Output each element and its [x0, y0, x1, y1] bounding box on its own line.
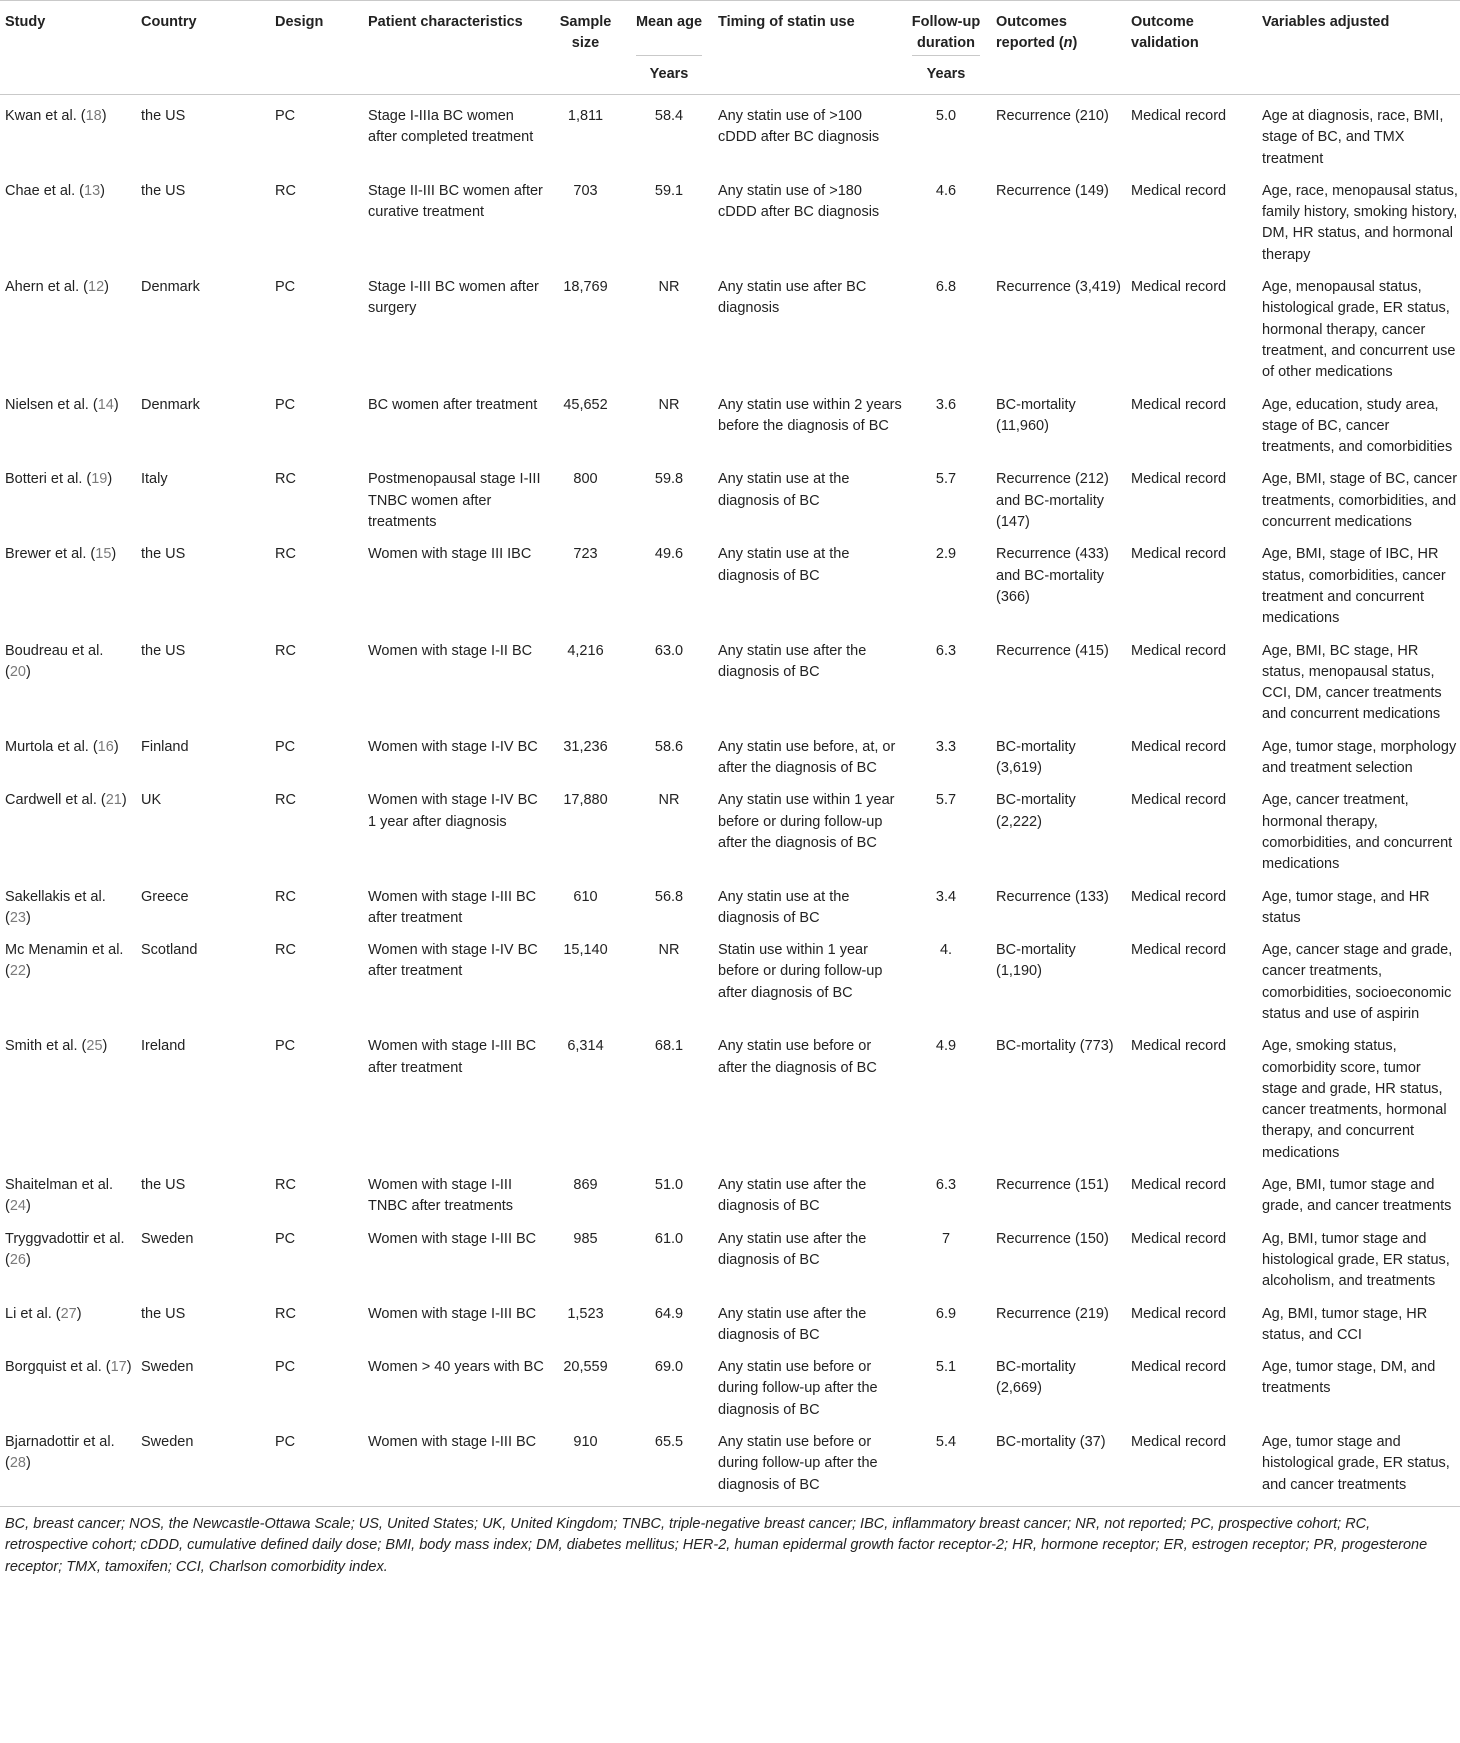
cell-timing: Any statin use at the diagnosis of BC: [718, 888, 850, 926]
cell-patient: Women with stage I-IV BC: [368, 738, 538, 755]
cell-outcomes: Recurrence (3,419): [996, 279, 1121, 296]
cell-age: NR: [658, 396, 680, 413]
cell-variables: Age, tumor stage, morphology and treatment selection: [1262, 738, 1457, 777]
header-patient-characteristics: Patient characteristics: [368, 14, 523, 30]
table-row: [0, 95, 1460, 170]
reference-link[interactable]: 14: [97, 396, 114, 413]
header-mean-age: Mean age: [635, 14, 703, 30]
cell-followup: 6.8: [935, 279, 957, 296]
cell-validation: Medical record: [1131, 888, 1227, 905]
table-row: [0, 779, 1460, 875]
reference-link[interactable]: 12: [88, 279, 105, 296]
cell-study: Boudreau et al. (20): [5, 642, 104, 680]
cell-sample: 4,216: [567, 642, 604, 659]
cell-patient: Women with stage I-IV BC after treatment: [368, 942, 538, 980]
cell-sample: 31,236: [563, 738, 608, 755]
header-country: Country: [141, 14, 197, 30]
cell-design: PC: [275, 1230, 296, 1247]
cell-age: 63.0: [654, 642, 684, 659]
study-name: Botteri et al. (: [5, 471, 92, 488]
cell-sample: 1,523: [567, 1305, 604, 1322]
cell-age: 58.4: [654, 108, 684, 124]
cell-variables: Age, tumor stage, DM, and treatments: [1262, 1359, 1436, 1397]
cell-age: 49.6: [654, 546, 684, 563]
header-variables-adjusted: Variables adjusted: [1262, 14, 1390, 30]
cell-patient: BC women after treatment: [368, 396, 538, 413]
cell-variables: Ag, BMI, tumor stage and histological grade, ER status, alcoholism, and treatments: [1262, 1230, 1450, 1290]
cell-followup: 4.6: [935, 182, 957, 199]
cell-country: the US: [141, 182, 186, 199]
cell-timing: Any statin use after the diagnosis of BC: [718, 642, 867, 680]
cell-variables: Ag, BMI, tumor stage, HR status, and CCI: [1262, 1305, 1428, 1343]
cell-outcomes: BC-mortality (773): [996, 1038, 1114, 1055]
cell-sample: 723: [573, 546, 598, 563]
cell-followup: 3.4: [935, 888, 957, 905]
cell-followup: 6.9: [935, 1305, 957, 1322]
cell-variables: Age, tumor stage and histological grade, ER status, and cancer treatments: [1262, 1434, 1450, 1493]
cell-timing: Any statin use within 2 years before the diagnosis of BC: [718, 396, 902, 434]
cell-outcomes: Recurrence (433) and BC-mortality (366): [996, 546, 1109, 605]
cell-study: Brewer et al. (15): [5, 546, 117, 563]
cell-patient: Women with stage III IBC: [368, 546, 532, 563]
table-row: [0, 726, 1460, 780]
cell-age: 61.0: [654, 1230, 684, 1247]
reference-link[interactable]: 26: [9, 1251, 26, 1268]
cell-timing: Statin use within 1 year before or during follow-up after diagnosis of BC: [718, 942, 883, 1001]
cell-followup: 5.7: [935, 792, 957, 809]
study-name: Cardwell et al. (: [5, 792, 106, 809]
reference-link[interactable]: 20: [9, 663, 26, 680]
cell-study: Murtola et al. (16): [5, 738, 119, 755]
cell-study: Shaitelman et al. (24): [5, 1177, 114, 1215]
table-footnote: BC, breast cancer; NOS, the Newcastle-Ottawa Scale; US, United States; UK, United Kingdom; TNBC, triple-negative breast cancer; IBC, inflammatory breast cancer; NR, not reported; PC, prospective cohort; RC, retrospective cohort; cDDD, cumulative defined daily dose; BMI, body mass index; DM, diabetes mellitus; HER-2, human epidermal growth factor receptor-2; HR, hormone receptor; ER, estrogen receptor; PR, progesterone receptor; TMX, tamoxifen; CCI, Charlson comorbidity index.: [0, 1506, 1460, 1579]
cell-validation: Medical record: [1131, 642, 1227, 659]
cell-timing: Any statin use after the diagnosis of BC: [718, 1177, 867, 1215]
cell-sample: 45,652: [563, 396, 608, 413]
cell-country: the US: [141, 546, 186, 563]
cell-followup: 5.0: [935, 108, 957, 124]
header-outcomes: [990, 0, 1123, 95]
cell-variables: Age, cancer stage and grade, cancer treatments, comorbidities, socioeconomic status and use of aspirin: [1262, 942, 1453, 1022]
cell-sample: 800: [573, 471, 598, 488]
cell-sample: 910: [573, 1434, 598, 1451]
cell-country: Denmark: [141, 279, 200, 296]
cell-age: 69.0: [654, 1359, 684, 1376]
cell-sample: 869: [573, 1177, 598, 1194]
reference-link[interactable]: 18: [85, 108, 102, 124]
reference-link[interactable]: 17: [110, 1359, 127, 1376]
cell-patient: Women with stage I-III BC: [368, 1434, 537, 1451]
cell-timing: Any statin use before, at, or after the diagnosis of BC: [718, 738, 896, 777]
cell-followup: 6.3: [935, 642, 957, 659]
cell-followup: 5.7: [935, 471, 957, 488]
cell-outcomes: Recurrence (415): [996, 642, 1109, 659]
reference-link[interactable]: 27: [60, 1305, 77, 1322]
cell-outcomes: BC-mortality (2,222): [996, 792, 1076, 830]
cell-outcomes: Recurrence (150): [996, 1230, 1109, 1247]
cell-study: Kwan et al. (18): [5, 108, 107, 124]
study-name: Ahern et al. (: [5, 279, 89, 296]
cell-validation: Medical record: [1131, 1434, 1227, 1451]
cell-timing: Any statin use after the diagnosis of BC: [718, 1305, 867, 1343]
header-follow-up-unit: Years: [902, 58, 990, 95]
cell-study: Tryggvadottir et al. (26): [5, 1230, 125, 1268]
cell-design: RC: [275, 182, 296, 199]
reference-link[interactable]: 24: [9, 1198, 26, 1215]
cell-validation: Medical record: [1131, 1177, 1227, 1194]
study-name: Shaitelman et al. (: [5, 1177, 114, 1215]
cell-timing: Any statin use before or during follow-up after the diagnosis of BC: [718, 1434, 878, 1493]
cell-design: PC: [275, 108, 296, 124]
study-name: Mc Menamin et al. (: [5, 942, 124, 980]
cell-age: NR: [658, 792, 680, 809]
cell-study: Ahern et al. (12): [5, 279, 109, 296]
table-row: [0, 170, 1460, 266]
cell-timing: Any statin use after the diagnosis of BC: [718, 1230, 867, 1268]
cell-variables: Age, tumor stage, and HR status: [1262, 888, 1430, 926]
header-follow-up: Follow-up duration: [911, 14, 981, 51]
cell-validation: Medical record: [1131, 1359, 1227, 1376]
study-name: Bjarnadottir et al. (: [5, 1434, 115, 1472]
cell-country: the US: [141, 1177, 186, 1194]
cell-country: Sweden: [141, 1230, 194, 1247]
table-row: [0, 1421, 1460, 1506]
cell-design: RC: [275, 642, 296, 659]
cell-age: 59.8: [654, 471, 684, 488]
cell-validation: Medical record: [1131, 942, 1227, 959]
cell-patient: Stage I-III BC women after surgery: [368, 279, 539, 317]
cell-variables: Age, BMI, stage of IBC, HR status, comorbidities, cancer treatment and concurrent medications: [1262, 546, 1446, 627]
cell-study: Botteri et al. (19): [5, 471, 113, 488]
cell-age: 56.8: [654, 888, 684, 905]
cell-country: the US: [141, 108, 186, 124]
cell-study: Bjarnadottir et al. (28): [5, 1434, 115, 1472]
cell-followup: 7: [941, 1230, 951, 1247]
cell-study: Sakellakis et al. (23): [5, 888, 106, 926]
cell-country: the US: [141, 642, 186, 659]
reference-link[interactable]: 13: [84, 182, 101, 199]
cell-country: Sweden: [141, 1359, 194, 1376]
cell-country: UK: [141, 792, 162, 809]
cell-sample: 15,140: [563, 942, 608, 959]
cell-study: Nielsen et al. (14): [5, 396, 119, 413]
cell-patient: Postmenopausal stage I-III TNBC women after treatments: [368, 471, 541, 531]
study-name: Boudreau et al. (: [5, 642, 104, 680]
cell-followup: 6.3: [935, 1177, 957, 1194]
table-row: [0, 876, 1460, 930]
table-row: [0, 1293, 1460, 1347]
header-outcome-validation: Outcome validation: [1131, 14, 1199, 51]
cell-age: NR: [658, 942, 680, 959]
cell-timing: Any statin use within 1 year before or during follow-up after the diagnosis of BC: [718, 792, 895, 851]
cell-variables: Age, BMI, BC stage, HR status, menopausal status, CCI, DM, cancer treatments and concurrent medications: [1262, 642, 1442, 723]
cell-country: Denmark: [141, 396, 200, 413]
reference-link[interactable]: 23: [9, 909, 26, 926]
cell-outcomes: BC-mortality (1,190): [996, 942, 1076, 980]
header-design: Design: [275, 14, 324, 30]
cell-age: 59.1: [654, 182, 684, 199]
study-name: Smith et al. (: [5, 1038, 87, 1055]
cell-validation: Medical record: [1131, 792, 1227, 809]
header-timing: Timing of statin use: [718, 14, 855, 30]
cell-patient: Stage I-IIIa BC women after completed treatment: [368, 108, 534, 146]
cell-patient: Women with stage I-III BC after treatment: [368, 888, 537, 926]
table-row: [0, 266, 1460, 383]
cell-variables: Age, cancer treatment, hormonal therapy, comorbidities, and concurrent medications: [1262, 792, 1453, 873]
cell-country: Italy: [141, 471, 168, 488]
cell-validation: Medical record: [1131, 279, 1227, 296]
table-row: [0, 1218, 1460, 1293]
cell-patient: Women > 40 years with BC: [368, 1359, 544, 1376]
cell-country: Greece: [141, 888, 189, 905]
reference-link[interactable]: 28: [9, 1455, 26, 1472]
cell-variables: Age, BMI, tumor stage and grade, and cancer treatments: [1262, 1177, 1452, 1215]
cell-design: RC: [275, 546, 296, 563]
cell-design: PC: [275, 396, 296, 413]
cell-age: 58.6: [654, 738, 684, 755]
study-name: Nielsen et al. (: [5, 396, 98, 413]
cell-outcomes: BC-mortality (2,669): [996, 1359, 1076, 1397]
cell-timing: Any statin use at the diagnosis of BC: [718, 546, 850, 584]
cell-country: Ireland: [141, 1038, 186, 1055]
cell-followup: 2.9: [935, 546, 957, 563]
table-row: [0, 630, 1460, 726]
cell-followup: 4.: [939, 942, 953, 959]
cell-country: Scotland: [141, 942, 198, 959]
table-row: [0, 1025, 1460, 1164]
cell-variables: Age, menopausal status, histological grade, ER status, hormonal therapy, cancer treatment, and concurrent use of other medications: [1262, 279, 1456, 381]
cell-outcomes: BC-mortality (3,619): [996, 738, 1076, 777]
header-study: Study: [5, 14, 46, 30]
cell-outcomes: Recurrence (219): [996, 1305, 1109, 1322]
study-name: Murtola et al. (: [5, 738, 98, 755]
cell-timing: Any statin use before or during follow-up after the diagnosis of BC: [718, 1359, 878, 1418]
header-outcomes-post: ): [1072, 35, 1078, 51]
reference-link[interactable]: 16: [97, 738, 114, 755]
cell-variables: Age, education, study area, stage of BC, cancer treatments, and comorbidities: [1262, 396, 1453, 456]
cell-timing: Any statin use of >180 cDDD after BC diagnosis: [718, 182, 880, 221]
study-name: Sakellakis et al. (: [5, 888, 106, 926]
cell-timing: Any statin use at the diagnosis of BC: [718, 471, 850, 509]
reference-link[interactable]: 22: [9, 963, 26, 980]
cell-patient: Women with stage I-III BC: [368, 1230, 537, 1247]
cell-study: Mc Menamin et al. (22): [5, 942, 124, 980]
study-name: Borgquist et al. (: [5, 1359, 111, 1376]
table-body: [0, 95, 1460, 1506]
header-sample-size: Sample size: [559, 14, 612, 51]
reference-link[interactable]: 15: [95, 546, 112, 563]
table-row: [0, 1164, 1460, 1218]
cell-validation: Medical record: [1131, 1305, 1227, 1322]
header-mean-age-unit: Years: [626, 58, 712, 95]
cell-outcomes: Recurrence (212) and BC-mortality (147): [996, 471, 1109, 531]
cell-design: RC: [275, 1305, 296, 1322]
cell-age: 68.1: [654, 1038, 684, 1055]
study-name: Tryggvadottir et al. (: [5, 1230, 125, 1268]
table-row: [0, 384, 1460, 459]
cell-patient: Women with stage I-III BC after treatment: [368, 1038, 537, 1076]
cell-validation: Medical record: [1131, 471, 1227, 488]
cell-outcomes: BC-mortality (37): [996, 1434, 1106, 1451]
cell-age: 65.5: [654, 1434, 684, 1451]
cell-sample: 985: [573, 1230, 598, 1247]
cell-variables: Age at diagnosis, race, BMI, stage of BC, and TMX treatment: [1262, 108, 1444, 167]
cell-age: NR: [658, 279, 680, 296]
table-row: [0, 1346, 1460, 1421]
cell-country: Sweden: [141, 1434, 194, 1451]
cell-outcomes: Recurrence (210): [996, 108, 1109, 124]
cell-design: PC: [275, 1038, 296, 1055]
cell-age: 51.0: [654, 1177, 684, 1194]
cell-sample: 18,769: [563, 279, 608, 296]
cell-patient: Women with stage I-II BC: [368, 642, 533, 659]
cell-followup: 3.3: [935, 738, 957, 755]
cell-validation: Medical record: [1131, 1038, 1227, 1055]
table-row: [0, 458, 1460, 533]
cell-validation: Medical record: [1131, 1230, 1227, 1247]
cell-outcomes: Recurrence (151): [996, 1177, 1109, 1194]
cell-design: RC: [275, 1177, 296, 1194]
cell-outcomes: Recurrence (149): [996, 182, 1109, 199]
cell-design: PC: [275, 1434, 296, 1451]
study-name: Chae et al. (: [5, 182, 84, 199]
cell-sample: 6,314: [567, 1038, 604, 1055]
study-name: Li et al. (: [5, 1305, 61, 1322]
cell-followup: 3.6: [935, 396, 957, 413]
study-name: Brewer et al. (: [5, 546, 96, 563]
cell-outcomes: Recurrence (133): [996, 888, 1109, 905]
cell-followup: 5.4: [935, 1434, 957, 1451]
cell-patient: Women with stage I-III BC: [368, 1305, 537, 1322]
cell-design: PC: [275, 738, 296, 755]
cell-country: Finland: [141, 738, 189, 755]
reference-link[interactable]: 19: [91, 471, 108, 488]
cell-study: Cardwell et al. (21): [5, 792, 127, 809]
table-top-rule: [0, 0, 1460, 1]
cell-design: RC: [275, 792, 296, 809]
cell-validation: Medical record: [1131, 396, 1227, 413]
cell-timing: Any statin use before or after the diagnosis of BC: [718, 1038, 877, 1076]
cell-design: RC: [275, 888, 296, 905]
cell-validation: Medical record: [1131, 108, 1227, 124]
table-row: [0, 533, 1460, 629]
study-name: Kwan et al. (: [5, 108, 86, 124]
cell-sample: 1,811: [567, 108, 604, 124]
cell-validation: Medical record: [1131, 738, 1227, 755]
cell-country: the US: [141, 1305, 186, 1322]
cell-sample: 20,559: [563, 1359, 608, 1376]
cell-patient: Women with stage I-III TNBC after treatments: [368, 1177, 514, 1215]
cell-outcomes: BC-mortality (11,960): [996, 396, 1076, 434]
cell-design: RC: [275, 942, 296, 959]
cell-followup: 5.1: [935, 1359, 957, 1376]
cell-validation: Medical record: [1131, 182, 1227, 199]
reference-link[interactable]: 25: [86, 1038, 103, 1055]
cell-patient: Stage II-III BC women after curative treatment: [368, 182, 543, 221]
cell-design: PC: [275, 1359, 296, 1376]
cell-study: Borgquist et al. (17): [5, 1359, 132, 1376]
cell-timing: Any statin use after BC diagnosis: [718, 279, 867, 317]
cell-design: PC: [275, 279, 296, 296]
cell-variables: Age, smoking status, comorbidity score, tumor stage and grade, HR status, cancer treatments, hormonal therapy, and concurrent medications: [1262, 1038, 1447, 1161]
cell-variables: Age, race, menopausal status, family history, smoking history, DM, HR status, and hormonal therapy: [1262, 182, 1458, 263]
cell-patient: Women with stage I-IV BC 1 year after diagnosis: [368, 792, 538, 830]
cell-sample: 17,880: [563, 792, 608, 809]
header-outcomes-n: n: [1063, 35, 1073, 51]
cell-design: RC: [275, 471, 296, 488]
table-row: [0, 929, 1460, 1025]
cell-study: Chae et al. (13): [5, 182, 105, 199]
reference-link[interactable]: 21: [105, 792, 122, 809]
cell-study: Smith et al. (25): [5, 1038, 108, 1055]
header-outcomes-pre: Outcomes reported (: [996, 14, 1067, 51]
cell-variables: Age, BMI, stage of BC, cancer treatments, comorbidities, and concurrent medications: [1262, 471, 1458, 531]
cell-sample: 610: [573, 888, 598, 905]
cell-validation: Medical record: [1131, 546, 1227, 563]
cell-age: 64.9: [654, 1305, 684, 1322]
cell-followup: 4.9: [935, 1038, 957, 1055]
cell-sample: 703: [573, 182, 598, 199]
cell-timing: Any statin use of >100 cDDD after BC diagnosis: [718, 108, 880, 146]
cell-study: Li et al. (27): [5, 1305, 82, 1322]
